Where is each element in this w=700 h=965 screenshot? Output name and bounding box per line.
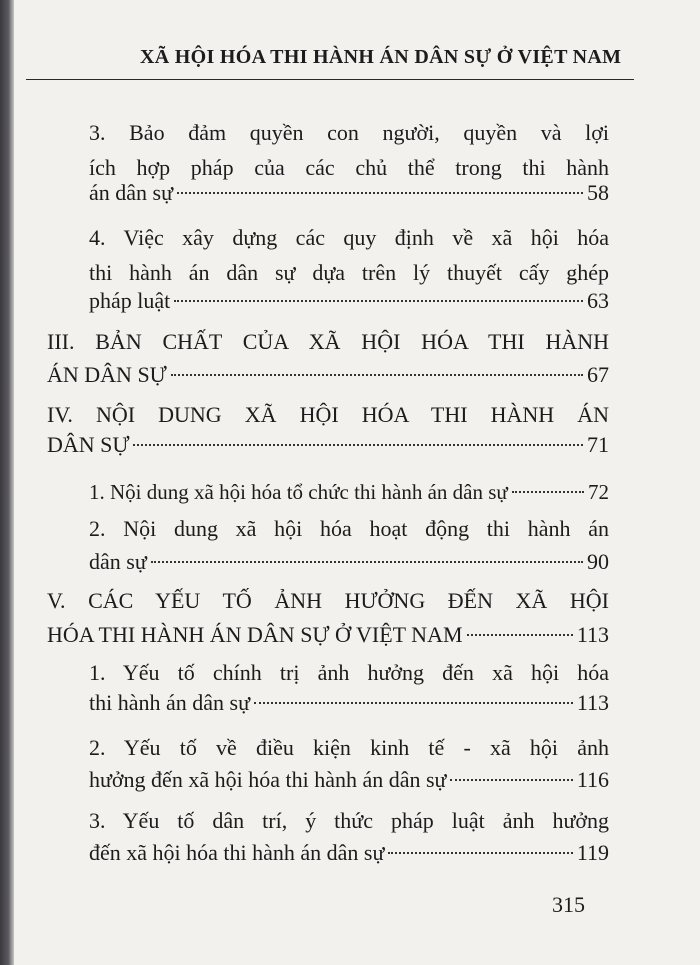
toc-line: 1. Yếu tố chính trị ảnh hưởng đến xã hội hóa [89,660,609,685]
toc-entry-text: thi hành án dân sự [89,690,251,715]
toc-entry-last-line [89,686,609,720]
toc-entry-last-line [89,836,609,870]
leader-dots [174,300,583,302]
toc-line: 3. Bảo đảm quyền con người, quyền và lợi [89,120,609,145]
toc-entry-last-line [89,176,609,210]
toc-entry-text: án dân sự [89,180,174,205]
toc-page-number: 71 [587,432,609,457]
leader-dots [151,561,583,563]
toc-page-number: 72 [588,480,609,504]
toc-entry-last-line [89,545,609,579]
toc-entry-text: pháp luật [89,288,171,313]
leader-dots [133,444,583,446]
toc-entry-last-line [47,618,609,652]
toc-entry-last-line [89,475,609,509]
toc-entry-last-line [89,763,609,797]
toc-entry-text: đến xã hội hóa thi hành án dân sự [89,840,385,865]
leader-dots [254,702,573,704]
toc-line: thi hành án dân sự dựa trên lý thuyết cấy ghép [89,260,609,285]
toc-line: 2. Yếu tố về điều kiện kinh tế - xã hội ảnh [89,735,609,760]
toc-page-number: 63 [587,288,609,313]
toc-entry-text: dân sự [89,549,147,574]
leader-dots [171,374,583,376]
toc-line: 2. Nội dung xã hội hóa hoạt động thi hành án [89,516,609,541]
running-header: XÃ HỘI HÓA THI HÀNH ÁN DÂN SỰ Ở VIỆT NAM [140,46,622,68]
leader-dots [450,779,572,781]
header-rule [26,79,634,80]
toc-heading-line: V. CÁC YẾU TỐ ẢNH HƯỞNG ĐẾN XÃ HỘI [47,588,609,613]
book-spine-shadow [0,0,14,965]
leader-dots [177,192,583,194]
leader-dots [467,634,573,636]
toc-page-number: 67 [587,362,609,387]
leader-dots [512,491,584,493]
page-number: 315 [552,892,585,917]
toc-line: ích hợp pháp của các chủ thể trong thi hành [89,155,609,180]
toc-page-number: 90 [587,549,609,574]
leader-dots [388,852,572,854]
toc-entry-text: hưởng đến xã hội hóa thi hành án dân sự [89,767,447,792]
toc-line: 3. Yếu tố dân trí, ý thức pháp luật ảnh hưởng [89,808,609,833]
toc-entry-last-line [89,284,609,318]
toc-page-number: 113 [576,690,609,715]
toc-line: 4. Việc xây dựng các quy định về xã hội hóa [89,225,609,250]
toc-entry-last-line [47,358,609,392]
toc-page-number: 116 [576,767,609,792]
toc-page-number: 119 [576,840,609,865]
toc-page-number: 113 [576,622,609,647]
toc-entry-last-line [47,428,609,462]
toc-entry-text: ÁN DÂN SỰ [47,362,167,387]
toc-entry-text: HÓA THI HÀNH ÁN DÂN SỰ Ở VIỆT NAM [47,622,463,647]
toc-heading-line: III. BẢN CHẤT CỦA XÃ HỘI HÓA THI HÀNH [47,329,609,354]
toc-heading-line: IV. NỘI DUNG XÃ HỘI HÓA THI HÀNH ÁN [47,402,609,427]
toc-entry-text: 1. Nội dung xã hội hóa tổ chức thi hành án dân sự [89,480,508,504]
toc-page-number: 58 [587,180,609,205]
toc-entry-text: DÂN SỰ [47,432,130,457]
